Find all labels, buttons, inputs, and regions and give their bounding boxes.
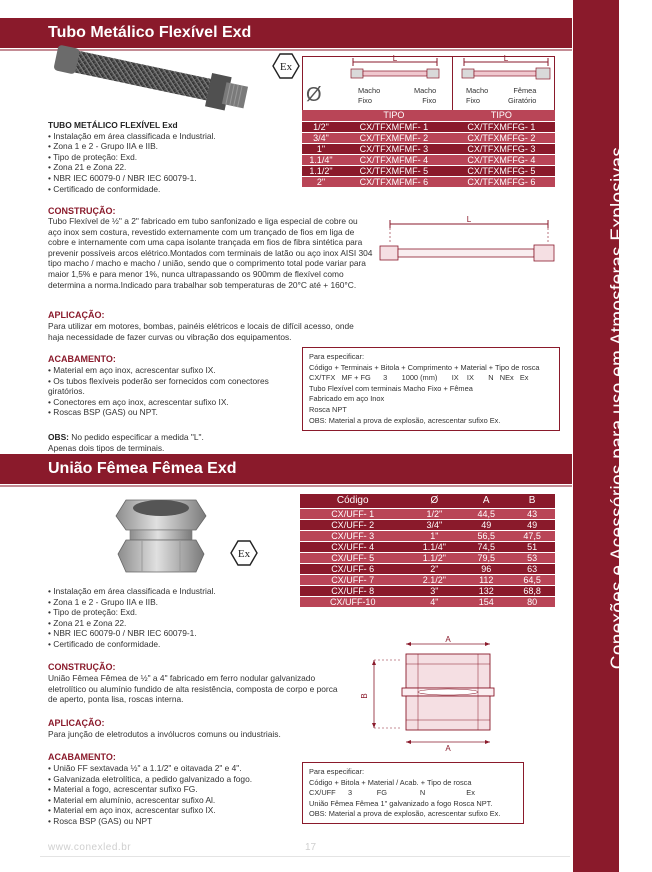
feature-item: • NBR IEC 60079-0 / NBR IEC 60079-1.: [48, 628, 278, 639]
table-row: CX/UFF- 1 1/2" 44,5 43: [300, 508, 555, 519]
table-row: CX/UFF- 8 3" 132 68,8: [300, 585, 555, 596]
table-row: 2" CX/TFXMFMF- 6 CX/TFXMFFG- 6: [302, 176, 555, 187]
svg-text:B: B: [360, 693, 369, 699]
diameter-symbol-large: Ø: [306, 84, 322, 106]
finish-item: • Material a fogo, acrescentar sufixo FG.: [48, 784, 298, 795]
table-row: CX/UFF- 4 1.1/4" 74,5 51: [300, 541, 555, 552]
header-tipo-2: TIPO: [448, 110, 555, 121]
application-heading-1: APLICAÇÃO:: [48, 310, 105, 320]
construction-text-2: União Fêmea Fêmea de ½" a 4" fabricado em ferro nodular galvanizado eletrolítico ou alumínio fundido de alta resistência, composta de corpo e porca de aperto, ponta lisa, roscas interna.: [48, 673, 338, 705]
features-list-1: [48, 131, 278, 195]
feature-item: • Zona 1 e 2 - Grupo IIA e IIB.: [48, 597, 278, 608]
header-diameter: Ø: [405, 494, 463, 508]
table-row: CX/UFF- 2 3/4" 49 49: [300, 519, 555, 530]
construction-heading-2: CONSTRUÇÃO:: [48, 662, 116, 672]
finish-item: • Conectores em aço inox, acrescentar sufixo IX.: [48, 397, 288, 408]
feature-item: • Zona 21 e Zona 22.: [48, 162, 278, 173]
finish-item: • Os tubos flexíveis poderão ser fornecidos com conectores giratórios.: [48, 376, 288, 397]
label-macho-1: Macho Fixo: [358, 86, 381, 105]
feature-item: • Tipo de proteção: Exd.: [48, 607, 278, 618]
svg-text:L: L: [466, 215, 472, 224]
product-name: TUBO METÁLICO FLEXÍVEL Exd: [48, 120, 178, 130]
product-features-1: [48, 120, 278, 194]
hose-drawing-male-male: [345, 54, 445, 82]
feature-item: • Certificado de conformidade.: [48, 184, 278, 195]
application-heading-2: APLICAÇÃO:: [48, 718, 105, 728]
feature-item: • Certificado de conformidade.: [48, 639, 278, 650]
svg-text:A: A: [445, 744, 451, 753]
svg-text:L: L: [503, 54, 509, 63]
spec-box-2: Para especificar: Código + Bitola + Material / Acab. + Tipo de rosca CX/UFF 3 FG N Ex União Fêmea Fêmea 1" galvanizado a fogo Rosca NPT. OBS: Material a prova de explosão, acrescentar sufixo Ex.: [302, 762, 524, 824]
side-title: Conexões e Acessórios para uso em Atmosferas Explosivas: [608, 146, 629, 670]
construction-heading-1: CONSTRUÇÃO:: [48, 206, 116, 216]
union-dimension-drawing: [358, 634, 518, 752]
label-femea: Fêmea Giratório: [508, 86, 537, 105]
spec-box-1: Para especificar: Código + Terminais + Bitola + Comprimento + Material + Tipo de rosca CX/TFX MF + FG 3 1000 (mm) IX IX N NEx Ex Tubo Flexível com terminais Macho Fixo + Fêmea Fabricado em aço Inox Rosca NPT OBS: Material a prova de explosão, acrescentar sufixo Ex.: [302, 347, 560, 431]
header-tipo-1: TIPO: [340, 110, 448, 121]
label-macho-3: Macho Fixo: [466, 86, 489, 105]
finish-item: • Galvanizada eletrolítica, a pedido galvanizado a fogo.: [48, 774, 298, 785]
finish-list-1: [48, 365, 288, 418]
finish-item: • Roscas BSP (GAS) ou NPT.: [48, 407, 288, 418]
application-text-1: Para utilizar em motores, bombas, painéis elétricos e locais de difícil acesso, onde haja necessidade de fazer curvas ou vibração dos equipamentos.: [48, 321, 354, 342]
page-number: 17: [305, 842, 317, 853]
feature-item: • Tipo de proteção: Exd.: [48, 152, 278, 163]
header-codigo: Código: [300, 494, 405, 508]
table-row: CX/UFF- 3 1" 56,5 47,5: [300, 530, 555, 541]
finish-item: • Material em alumínio, acrescentar sufixo Al.: [48, 795, 298, 806]
hose-drawing-male-female: [458, 54, 558, 82]
footer-line: [40, 856, 570, 857]
feature-item: • Instalação em área classificada e Industrial.: [48, 586, 278, 597]
finish-heading-1: ACABAMENTO:: [48, 354, 116, 364]
table-row: 1/2" CX/TFXMFMF- 1 CX/TFXMFFG- 1: [302, 121, 555, 132]
finish-list-2: [48, 763, 298, 827]
finish-item: • Rosca BSP (GAS) ou NPT: [48, 816, 298, 827]
obs-note-1: OBS: No pedido especificar a medida "L". Apenas dois tipos de terminais.: [48, 432, 204, 453]
table-union: [300, 494, 555, 608]
ex-certification-icon: [230, 540, 258, 566]
finish-heading-2: ACABAMENTO:: [48, 752, 116, 762]
table-header-row: [302, 110, 555, 121]
feature-item: • Instalação em área classificada e Industrial.: [48, 131, 278, 142]
finish-item: • Material em aço inox, acrescentar sufixo IX.: [48, 365, 288, 376]
table-row: CX/UFF-10 4" 154 80: [300, 596, 555, 607]
svg-text:Ex: Ex: [237, 548, 251, 560]
table-row: 1.1/2" CX/TFXMFMF- 5 CX/TFXMFFG- 5: [302, 165, 555, 176]
finish-item: • Material em aço inox, acrescentar sufixo IX.: [48, 805, 298, 816]
svg-text:Ex: Ex: [279, 61, 293, 73]
tube-dimension-drawing: [378, 212, 558, 272]
section-title-tubo: Tubo Metálico Flexível Exd: [0, 18, 572, 48]
ex-certification-icon: [272, 53, 300, 79]
header-a: A: [463, 494, 509, 508]
table-row: CX/UFF- 7 2.1/2" 112 64,5: [300, 574, 555, 585]
svg-text:A: A: [445, 635, 451, 644]
section-title-uniao: União Fêmea Fêmea Exd: [0, 454, 572, 484]
application-text-2: Para junção de eletrodutos a invólucros comuns ou industriais.: [48, 729, 281, 739]
union-fitting-image: [112, 490, 212, 580]
footer-url: www.conexled.br: [48, 842, 132, 853]
svg-text:L: L: [392, 54, 398, 63]
table-row: 1.1/4" CX/TFXMFMF- 4 CX/TFXMFFG- 4: [302, 154, 555, 165]
construction-text-1: Tubo Flexível de ½" a 2" fabricado em tubo sanfonizado e liga especial de cobre ou aço inox sem costura, revestido externamente com um trançado de fios em liga de cobre e internamente com uma capa isolante trançada em fios de fibra sintética para prevenir possíveis arcos elétrico.Montados com terminais de latão ou aço inox AISI 304 tipo macho / macho e macho / união, sendo que o comprimento total pode variar para maior 1,5% e para menor 1%, nunca ultrapassando os 900mm de flexível como determina a norma.Indicado para trabalhar sob temperaturas de 20°C até + 160°C.: [48, 216, 373, 290]
table-row: CX/UFF- 6 2" 96 63: [300, 563, 555, 574]
table-row: 1" CX/TFXMFMF- 3 CX/TFXMFFG- 3: [302, 143, 555, 154]
feature-item: • NBR IEC 60079-0 / NBR IEC 60079-1.: [48, 173, 278, 184]
label-macho-2: Macho Fixo: [414, 86, 437, 105]
table-header-row: [300, 494, 555, 508]
flexible-tube-image: [48, 56, 266, 114]
table-flexible-tube: [302, 110, 555, 188]
feature-item: • Zona 1 e 2 - Grupo IIA e IIB.: [48, 141, 278, 152]
table-row: CX/UFF- 5 1.1/2" 79,5 53: [300, 552, 555, 563]
feature-item: • Zona 21 e Zona 22.: [48, 618, 278, 629]
table-row: 3/4" CX/TFXMFMF- 2 CX/TFXMFFG- 2: [302, 132, 555, 143]
features-list-2: [48, 586, 278, 650]
header-b: B: [509, 494, 555, 508]
finish-item: • União FF sextavada ½" a 1.1/2" e oitavada 2" e 4".: [48, 763, 298, 774]
